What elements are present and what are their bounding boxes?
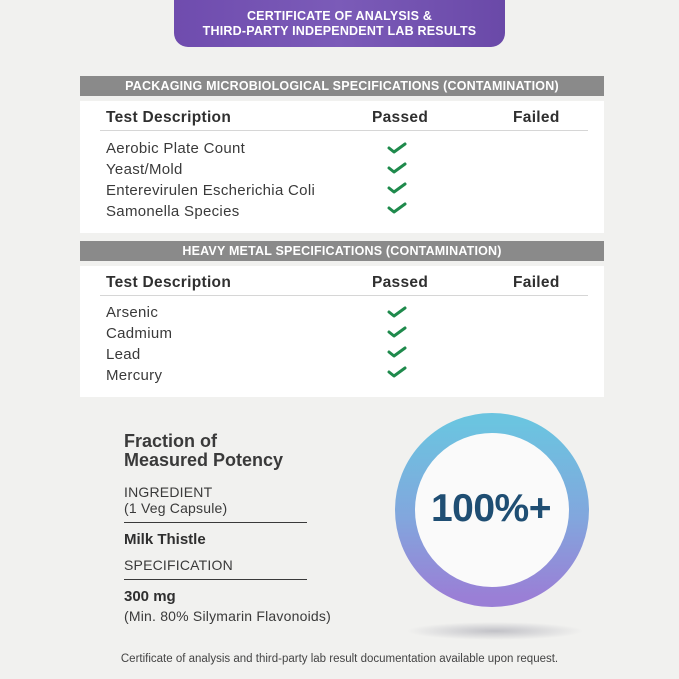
potency-block: [124, 432, 374, 624]
check-icon: [387, 325, 407, 339]
potency-percent: 100%+: [430, 487, 552, 530]
ingredient-value: Milk Thistle: [124, 531, 206, 548]
check-icon: [387, 345, 407, 359]
check-icon: [387, 141, 407, 155]
section-header: HEAVY METAL SPECIFICATIONS (CONTAMINATION): [80, 241, 604, 261]
heavy-metal-section: [80, 241, 604, 397]
check-icon: [387, 181, 407, 195]
col-header-passed: Passed: [372, 274, 429, 291]
potency-ring: [380, 405, 610, 645]
potency-title-line-2: Measured Potency: [124, 450, 284, 470]
check-icon: [387, 305, 407, 319]
table-row: Aerobic Plate Count: [106, 140, 246, 157]
specification-note: (Min. 80% Silymarin Flavonoids): [124, 608, 331, 624]
ingredient-sublabel: (1 Veg Capsule): [124, 500, 228, 516]
col-header-test: Test Description: [106, 274, 232, 291]
header-divider: [100, 295, 588, 296]
specification-value: 300 mg: [124, 588, 176, 605]
ingredient-label: INGREDIENT: [124, 484, 213, 500]
table-row: Cadmium: [106, 325, 173, 342]
check-icon: [387, 365, 407, 379]
table-row: Enterevirulen Escherichia Coli: [106, 182, 316, 199]
section-table: [80, 266, 604, 397]
table-row: Mercury: [106, 367, 163, 384]
section-header: PACKAGING MICROBIOLOGICAL SPECIFICATIONS (CONTAMINATION): [80, 76, 604, 96]
section-table: [80, 101, 604, 233]
table-row: Lead: [106, 346, 141, 363]
check-icon: [387, 161, 407, 175]
potency-title-line-1: Fraction of: [124, 431, 217, 451]
title-banner: [174, 0, 505, 47]
specification-label: SPECIFICATION: [124, 557, 233, 573]
check-icon: [387, 201, 407, 215]
col-header-failed: Failed: [513, 109, 560, 126]
table-row: Yeast/Mold: [106, 161, 183, 178]
col-header-passed: Passed: [372, 109, 429, 126]
header-divider: [100, 130, 588, 131]
table-row: Samonella Species: [106, 203, 240, 220]
banner-line-2: THIRD-PARTY INDEPENDENT LAB RESULTS: [202, 23, 477, 38]
table-row: Arsenic: [106, 304, 159, 321]
col-header-failed: Failed: [513, 274, 560, 291]
microbiological-section: [80, 76, 604, 233]
footer-note: Certificate of analysis and third-party lab result documentation available upon request.: [120, 653, 559, 665]
col-header-test: Test Description: [106, 109, 232, 126]
banner-line-1: CERTIFICATE OF ANALYSIS &: [246, 8, 433, 23]
